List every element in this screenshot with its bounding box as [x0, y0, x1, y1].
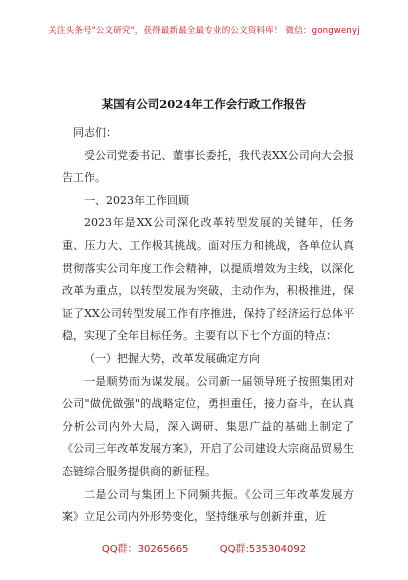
- qq-group-2: QQ群:535304092: [219, 544, 307, 555]
- footer-contact: [0, 540, 408, 555]
- salutation: 同志们：: [73, 126, 117, 139]
- paragraph: 一是顺势而为谋发展。公司新一届领导班子按照集团对公司"做优做强"的战略定位，勇担重任，接力奋斗，在认真分析公司内外大局，深入调研、集思广益的基础上制定了《公司三年改革发展方案》，开启了公司建设大宗商品贸易生态链综合服务提供商的新征程。: [62, 374, 354, 478]
- document-title: 某国有公司2024年工作会行政工作报告: [101, 97, 307, 111]
- paragraph: 受公司党委书记、董事长委托，我代表XX公司向大会报告工作。: [62, 148, 354, 185]
- paragraph: 2023年是XX公司深化改革转型发展的关键年，任务重、压力大、工作极其挑战。面对压力和挑战，各单位认真贯彻落实公司年度工作会精神，以提质增效为主线，以深化改革为重点，以转型发展为突破，主动作为，积极推进，保证了XX公司转型发展工作有序推进，保持了经济运行总体平稳，实现了全年目标任务。主要有以下七个方面的特点：: [62, 216, 354, 343]
- paragraph: 二是公司与集团上下同频共振。《公司三年改革发展方案》立足公司内外形势变化，坚持继承与创新并重，近: [62, 487, 354, 524]
- document-body: [62, 122, 354, 529]
- qq-group-1: QQ群：30265665: [101, 544, 189, 555]
- subsection-heading: （一）把握大势，改革发展确定方向: [84, 351, 260, 365]
- header-note: 关注头条号"公文研究"，获得最新最全最专业的公文资料库！ 微信：gongwenyj: [48, 26, 360, 36]
- section-heading: 一、2023年工作回顾: [84, 193, 189, 207]
